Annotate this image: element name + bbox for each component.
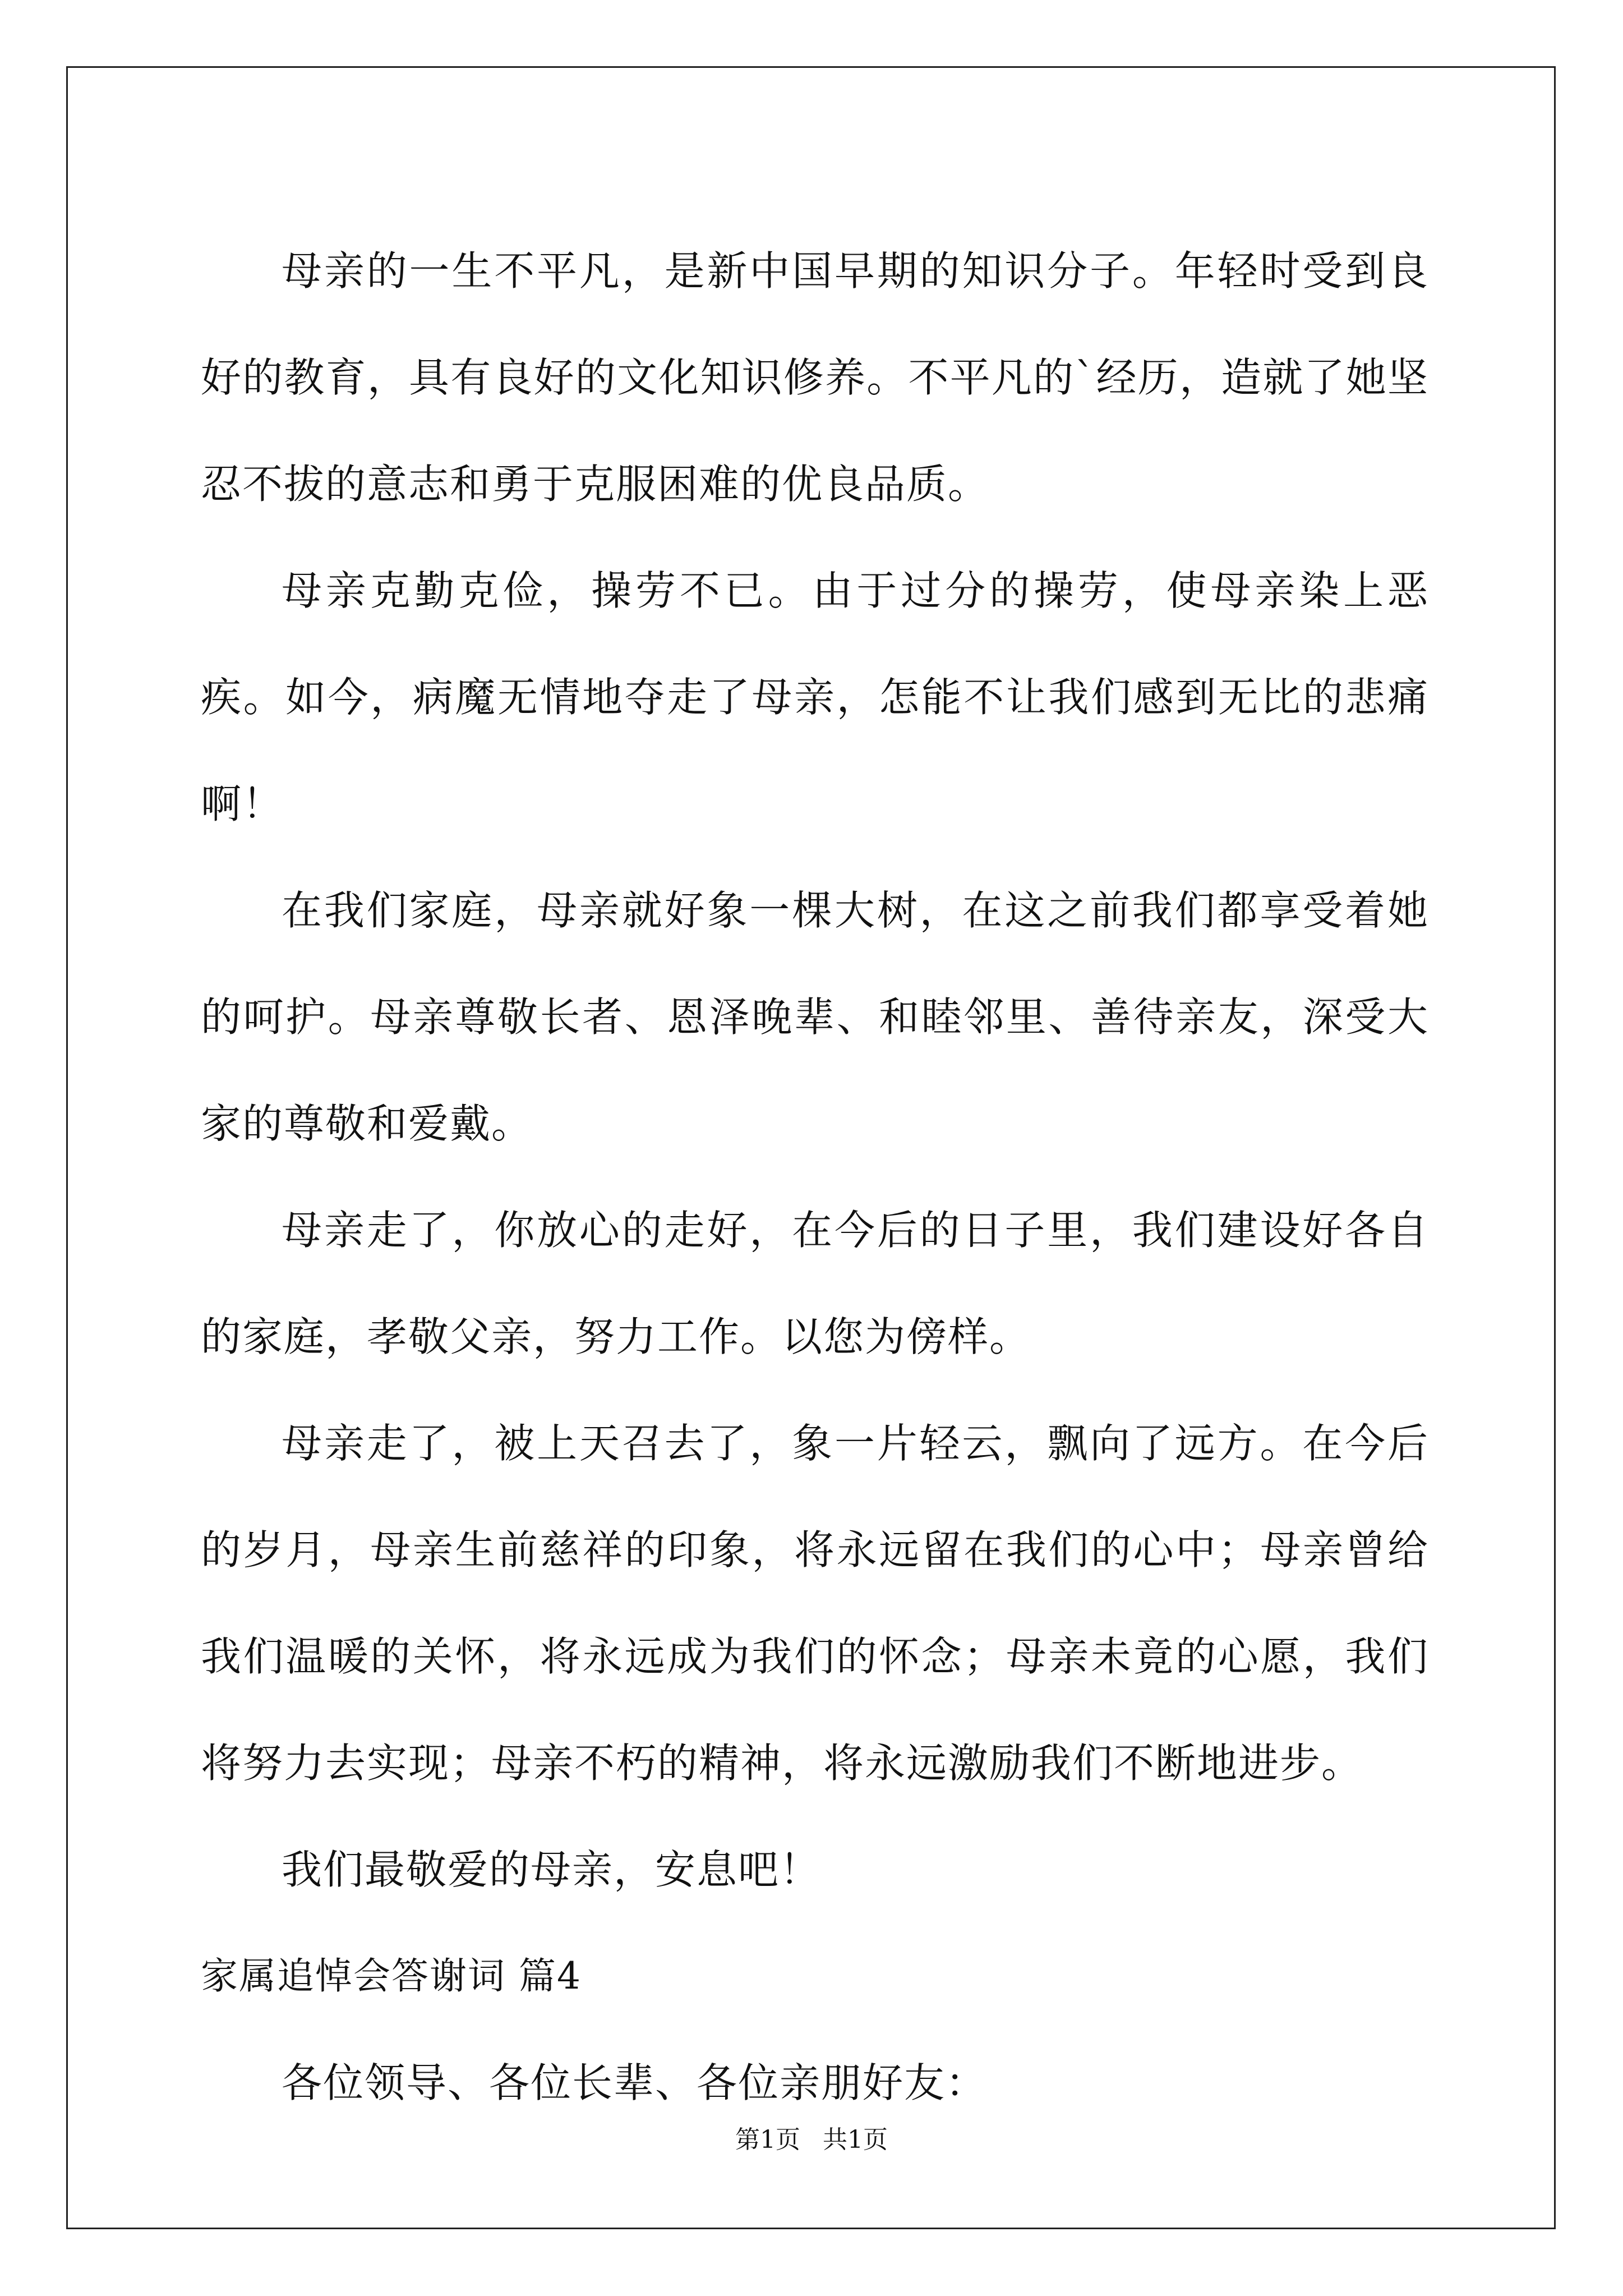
page-footer [0, 2123, 1623, 2157]
page-total: 共1页 [823, 2125, 888, 2154]
greeting: 各位领导、各位长辈、各位亲朋好友： [282, 2059, 988, 2106]
paragraph-2: 母亲克勤克俭，操劳不已。由于过分的操劳，使母亲染上恶疾。如今，病魔无情地夺走了母亲，怎能不让我们感到无比的悲痛啊！ [201, 567, 1429, 827]
paragraph-6: 我们最敬爱的母亲，安息吧！ [282, 1846, 822, 1893]
document-body [201, 218, 1429, 2136]
paragraph-3: 在我们家庭，母亲就好象一棵大树，在这之前我们都享受着她的呵护。母亲尊敬长者、恩泽晚辈、和睦邻里、善待亲友，深受大家的尊敬和爱戴。 [201, 887, 1429, 1147]
paragraph-5: 母亲走了，被上天召去了，象一片轻云，飘向了远方。在今后的岁月，母亲生前慈祥的印象，将永远留在我们的心中；母亲曾给我们温暖的关怀，将永远成为我们的怀念；母亲未竟的心愿，我们将努力去实现；母亲不朽的精神，将永远激励我们不断地进步。 [201, 1420, 1429, 1787]
page-number: 第1页 [735, 2125, 800, 2154]
section-heading: 家属追悼会答谢词 篇4 [201, 1954, 582, 1998]
paragraph-1: 母亲的一生不平凡，是新中国早期的知识分子。年轻时受到良好的教育，具有良好的文化知识修养。不平凡的`经历，造就了她坚忍不拔的意志和勇于克服困难的优良品质。 [201, 247, 1429, 508]
paragraph-4: 母亲走了，你放心的走好，在今后的日子里，我们建设好各自的家庭，孝敬父亲，努力工作。以您为傍样。 [201, 1207, 1429, 1360]
